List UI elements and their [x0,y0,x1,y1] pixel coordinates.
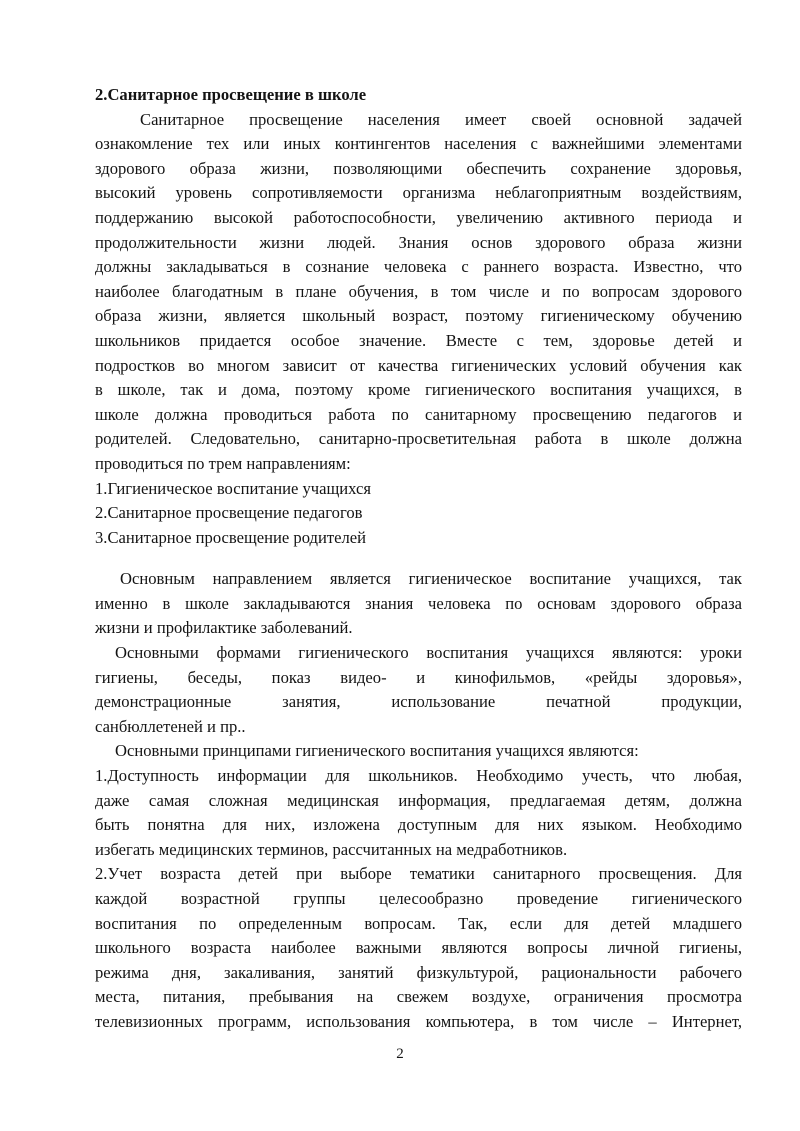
text-line: санбюллетеней и пр.. [95,716,246,736]
text-line: высокий уровень сопротивляемости организма неблагоприятным воздействиям, [95,183,742,203]
text-line: воспитания по определенным вопросам. Так, если для детей младшего [95,913,742,933]
directions-list [95,477,742,551]
text-line: в школе, так и дома, поэтому кроме гигиенического воспитания учащихся, в [95,380,742,400]
text-line: здорового образа жизни, позволяющими обеспечить сохранение здоровья, [95,158,742,178]
text-line: школе должна проводиться работа по санитарному просвещению педагогов и [95,404,742,424]
document-body [95,83,742,1035]
intro-paragraph [95,108,742,477]
text-line: школьников придается особое значение. Вместе с тем, здоровье детей и [95,330,742,350]
forms-paragraph [95,641,742,739]
main-direction-paragraph [95,567,742,641]
text-line: наиболее благодатным в плане обучения, в том числе и по вопросам здорового [95,281,742,301]
text-line: избегать медицинских терминов, рассчитанных на медработников. [95,839,568,859]
text-line: быть понятна для них, изложена доступным для них языком. Необходимо [95,815,742,835]
principle-2-paragraph [95,862,742,1034]
list-item: 1.Гигиеническое воспитание учащихся [95,478,371,498]
text-line: образа жизни, является школьный возраст, поэтому гигиеническому обучению [95,306,742,326]
text-line: даже самая сложная медицинская информация, предлагаемая детям, должна [95,790,742,810]
text-line: именно в школе закладываются знания человека по основам здорового образа [95,593,742,613]
list-item: 3.Санитарное просвещение родителей [95,527,367,547]
text-line: должны закладываться в сознание человека с раннего возраста. Известно, что [95,257,742,277]
text-line: места, питания, пребывания на свежем воздухе, ограничения просмотра [95,987,742,1007]
text-line: демонстрационные занятия, использование печатной продукции, [95,692,742,712]
text-line: родителей. Следовательно, санитарно-просветительная работа в школе должна [95,429,742,449]
text-line: жизни и профилактике заболеваний. [95,618,353,638]
text-line: Основным направлением является гигиеническое воспитание учащихся, так [120,569,742,589]
text-line: проводиться по трем направлениям: [95,453,351,473]
text-line: школьного возраста наиболее важными являются вопросы личной гигиены, [95,938,742,958]
principle-1-paragraph [95,764,742,862]
text-line: Санитарное просвещение населения имеет своей основной задачей [140,109,742,129]
principles-heading: Основными принципами гигиенического воспитания учащихся являются: [115,741,639,761]
text-line: продолжительности жизни людей. Знания основ здорового образа жизни [95,232,742,252]
text-line: каждой возрастной группы целесообразно проведение гигиенического [95,889,742,908]
text-line: режима дня, закаливания, занятий физкультурой, рациональности рабочего [95,962,742,982]
section-title: 2.Санитарное просвещение в школе [95,85,367,104]
blank-line [95,550,742,567]
text-line: Основными формами гигиенического воспитания учащихся являются: уроки [115,643,742,663]
text-line: 2.Учет возраста детей при выборе тематики санитарного просвещения. Для [95,864,742,884]
page-number: 2 [396,1046,404,1062]
text-line: ознакомление тех или иных контингентов населения с важнейшими элементами [95,134,742,154]
text-line: подростков во многом зависит от качества гигиенических условий обучения как [95,355,742,375]
text-line: поддержанию высокой работоспособности, увеличению активного периода и [95,207,742,227]
text-line: 1.Доступность информации для школьников. Необходимо учесть, что любая, [95,766,742,786]
text-line: гигиены, беседы, показ видео- и кинофильмов, «рейды здоровья», [95,667,742,687]
text-line: телевизионных программ, использования компьютера, в том числе – Интернет, [95,1011,742,1031]
list-item: 2.Санитарное просвещение педагогов [95,503,363,523]
